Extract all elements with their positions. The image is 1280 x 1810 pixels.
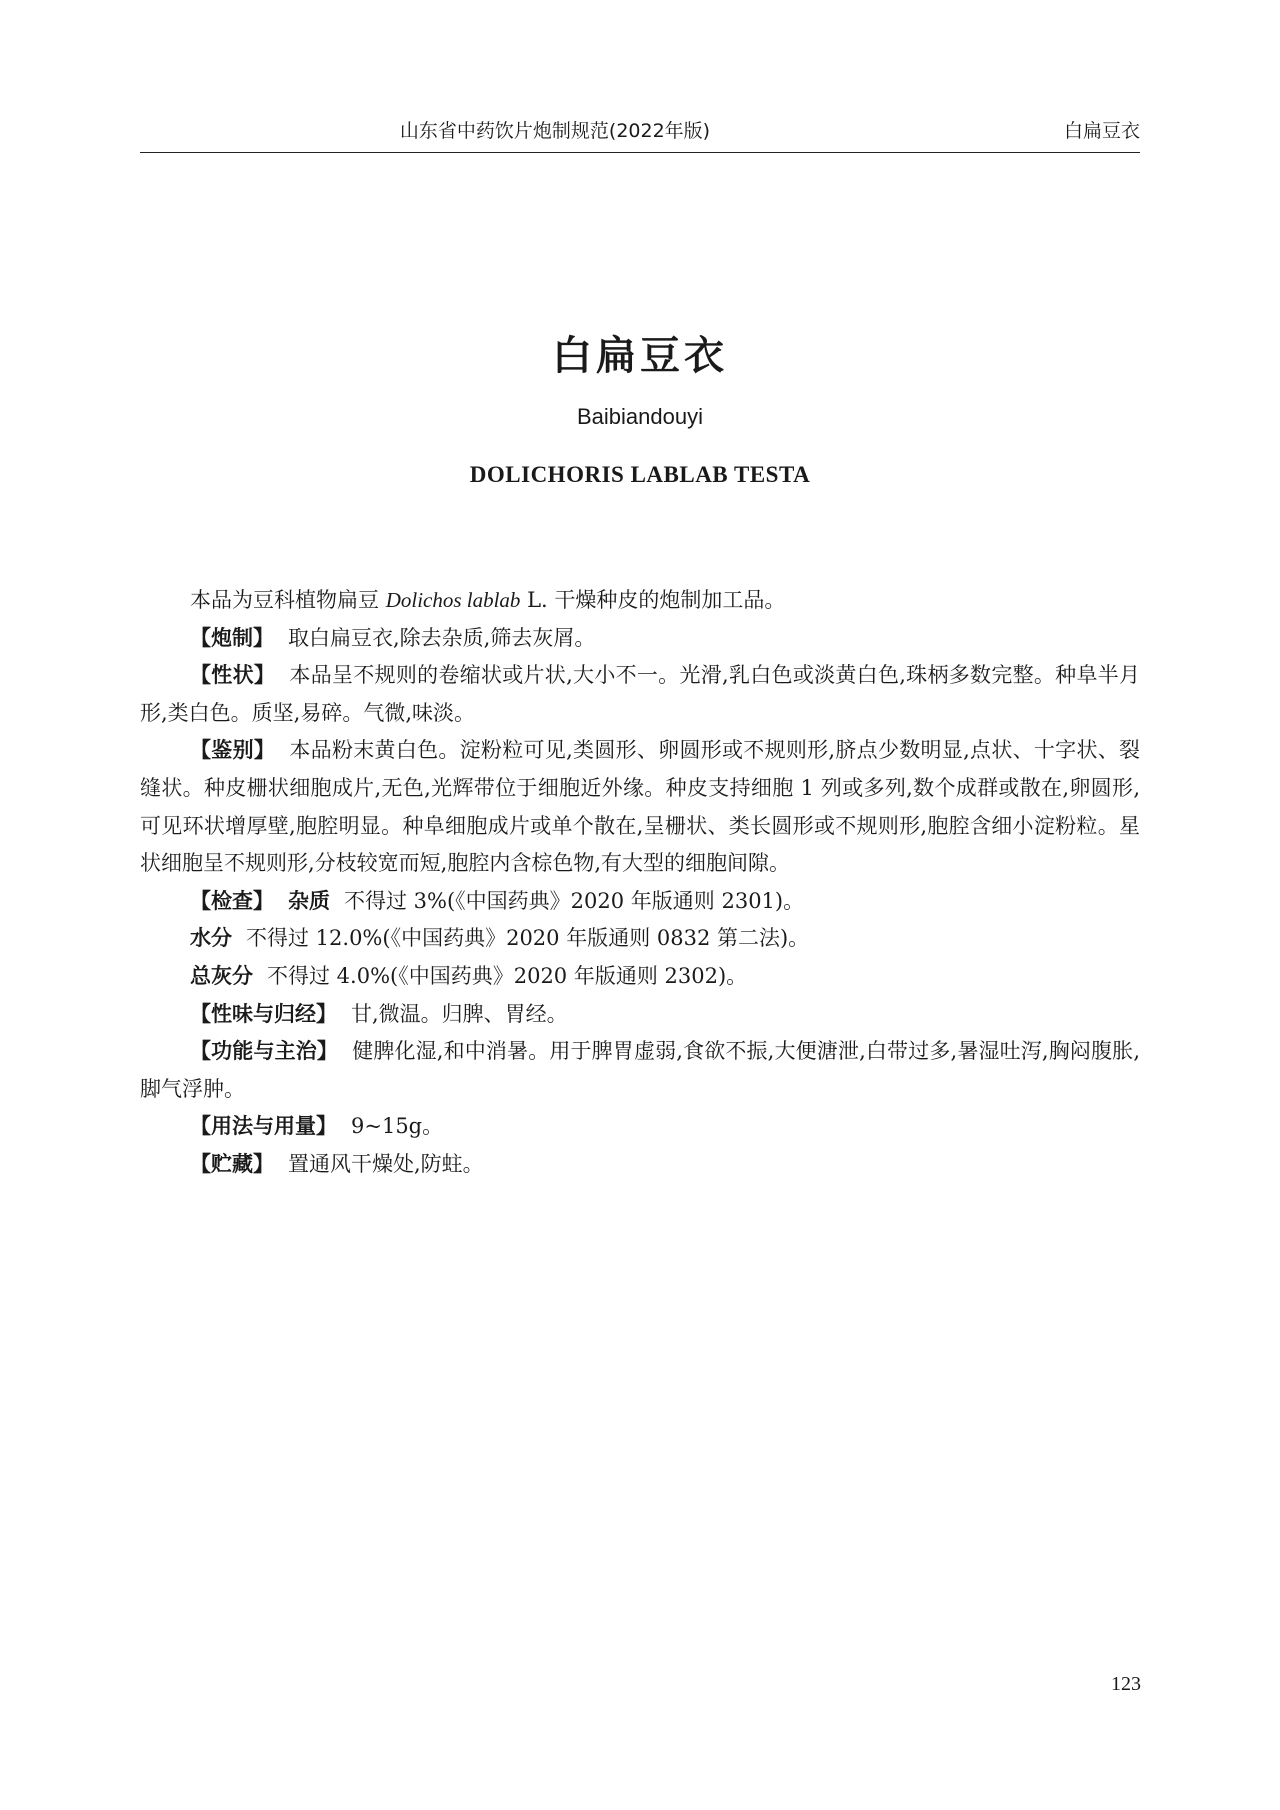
entry-latin-name: DOLICHORIS LABLAB TESTA (469, 462, 811, 487)
section-label: 【炮制】 (190, 625, 274, 650)
processing-section (140, 620, 1140, 658)
intro-paragraph (140, 582, 1140, 620)
moisture-text: 不得过 12.0%(《中国药典》2020 年版通则 0832 第二法)。 (246, 926, 810, 951)
section-text: 本品粉末黄白色。淀粉粒可见,类圆形、卵圆形或不规则形,脐点少数明显,点状、十字状、裂缝状。种皮栅状细胞成片,无色,光辉带位于细胞近外缘。种皮支持细胞 1 列或多列,数个成群或散在,卵圆形,可见环状增厚壁,胞腔明显。种阜细胞成片或单个散在,呈栅状、类长圆形或不规则形,胞腔含细小淀粉粒。星状细胞呈不规则形,分枝较宽而短,胞腔内含棕色物,有大型的细胞间隙。 (140, 738, 1141, 876)
intro-text-before: 本品为豆科植物扁豆 (190, 588, 386, 612)
moisture-line (140, 920, 1140, 958)
monograph-body (140, 582, 1140, 1184)
impurity-text: 不得过 3%(《中国药典》2020 年版通则 2301)。 (344, 888, 805, 913)
functions-section (140, 1033, 1140, 1108)
running-header (140, 112, 1140, 153)
identification-section (140, 732, 1140, 882)
section-text: 健脾化湿,和中消暑。用于脾胃虚弱,食欲不振,大便溏泄,白带过多,暑湿吐泻,胸闷腹胀,脚气浮肿。 (140, 1039, 1140, 1101)
section-label: 【性状】 (190, 663, 276, 688)
section-label: 【用法与用量】 (190, 1114, 337, 1139)
total-ash-line (140, 958, 1140, 996)
impurity-label: 杂质 (288, 888, 330, 913)
usage-dosage-section (140, 1108, 1140, 1146)
section-label: 【性味与归经】 (190, 1001, 337, 1026)
entry-name-header: 白扁豆衣 (1063, 120, 1140, 142)
total-ash-text: 不得过 4.0%(《中国药典》2020 年版通则 2302)。 (267, 963, 748, 988)
description-section (140, 657, 1140, 732)
section-text: 取白扁豆衣,除去杂质,筛去灰屑。 (288, 625, 596, 650)
total-ash-label: 总灰分 (190, 963, 253, 988)
intro-text-after: L. 干燥种皮的炮制加工品。 (520, 588, 786, 612)
book-title: 山东省中药饮片炮制规范(2022年版) (399, 120, 711, 142)
entry-pinyin: Baibiandouyi (577, 404, 703, 429)
section-label: 【功能与主治】 (190, 1039, 339, 1064)
entry-title: 白扁豆衣 (552, 333, 728, 379)
inspection-section (140, 883, 1140, 921)
section-label: 【贮藏】 (190, 1151, 274, 1176)
section-text: 甘,微温。归脾、胃经。 (351, 1001, 568, 1026)
section-label: 【检查】 (190, 888, 274, 913)
section-text: 9~15g。 (351, 1114, 444, 1139)
nature-meridian-section (140, 996, 1140, 1034)
section-text: 本品呈不规则的卷缩状或片状,大小不一。光滑,乳白色或淡黄白色,珠柄多数完整。种阜半月形,类白色。质坚,易碎。气微,味淡。 (140, 663, 1141, 725)
page-number: 123 (1111, 1673, 1141, 1695)
species-name: Dolichos lablab (385, 588, 521, 612)
moisture-label: 水分 (190, 926, 232, 951)
section-text: 置通风干燥处,防蛀。 (288, 1151, 484, 1176)
storage-section (140, 1146, 1140, 1184)
section-label: 【鉴别】 (190, 738, 276, 763)
